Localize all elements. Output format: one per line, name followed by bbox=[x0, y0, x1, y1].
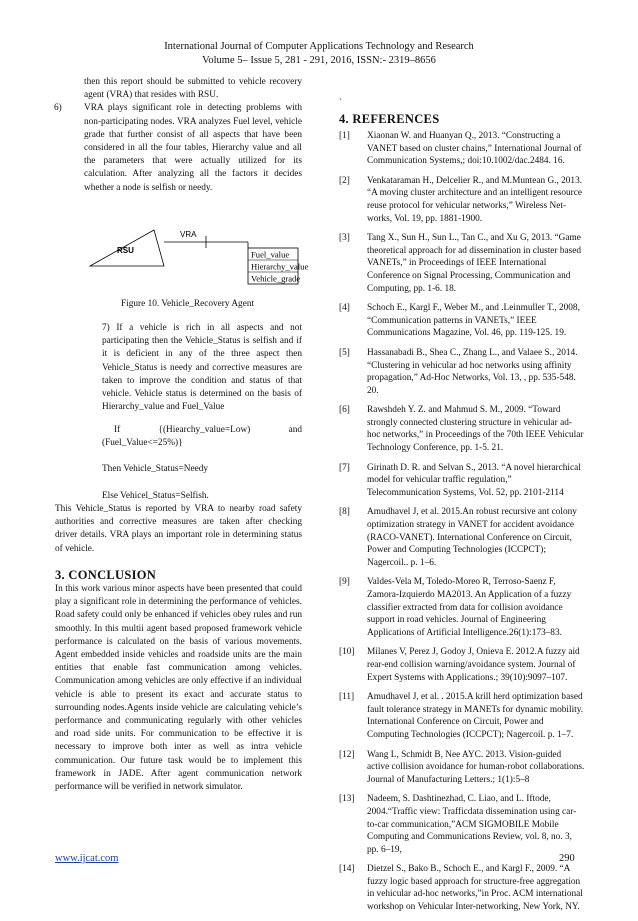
rsu-label: RSU bbox=[117, 246, 134, 255]
code-then-line: Then Vehicle_Status=Needy bbox=[102, 464, 209, 475]
reference-text: Girinath D. R. and Selvan S., 2013. “A novel hierarchical model for vehicular traffic regulation,” Telecommunication Systems, Vol. 52, pp. 2101-2114 bbox=[367, 462, 581, 498]
reference-text: Venkataraman H., Delcelier R., and M.Muntean G., 2013. “A moving cluster architecture and an intelligent resource reuse protocol for vehicular networks,” Wireless Net-works, Vol. 19, pp. 1881-1900. bbox=[367, 175, 583, 224]
reference-item bbox=[339, 863, 585, 913]
reference-item bbox=[339, 232, 585, 295]
reference-item bbox=[339, 175, 585, 225]
reference-number: [13] bbox=[339, 794, 355, 805]
reference-text: Valdes-Vela M, Toledo-Moreo R, Terroso-Saenz F, Zamora-Izquierdo MA2013. An Application of a fuzzy classifier extracted from data for collision avoidance support in road vehicles. Journal of Engineering Applications of Artificial Intelligence.26(1):173–83. bbox=[367, 577, 572, 638]
reference-number: [10] bbox=[339, 647, 355, 658]
reference-item bbox=[339, 462, 585, 500]
reference-number: [8] bbox=[339, 507, 350, 518]
reference-number: [6] bbox=[339, 405, 350, 416]
reference-text: Amudhavel J, et al. . 2015.A krill herd optimization based fault tolerance strategy in MANETs for dynamic mobility. International Conference on Circuit, Power and Computing Technologies (ICCPCT); Nagercoil. p. 1–7. bbox=[367, 692, 584, 740]
reference-number: [2] bbox=[339, 175, 350, 186]
reference-item bbox=[339, 130, 585, 168]
figure-caption: Figure 10. Vehicle_Recovery Agent bbox=[121, 299, 255, 309]
reference-text: Rawshdeh Y. Z. and Mahmud S. M., 2009. “Toward strongly connected clustering structure in vehicular ad-hoc networks,” in Proceedings of the 70th IEEE Vehicular Technology Conference, pp. 1-5. 21. bbox=[367, 405, 584, 454]
code-if-keyword: If bbox=[114, 425, 121, 435]
list-item-6-text: VRA plays significant role in detecting problems with non-participating nodes. VRA analyzes Fuel level, vehicle grade that further consist of all aspects that have been considered in all the four tables, Hierarchy value and all the parameters that were actually utilized for its calculation. After analyzing all the factors it decides whether a node is selfish or needy. bbox=[84, 103, 302, 193]
reference-text: Schoch E., Kargl F., Weber M., and .Leinmuller T., 2008, “Communication patterns in VANETs,” IEEE Communications Magazine, Vol. 46, pp. 119-125. 19. bbox=[367, 303, 580, 339]
left-item7-block bbox=[102, 322, 302, 414]
code-if-line bbox=[102, 424, 302, 437]
reference-number: [3] bbox=[339, 233, 350, 244]
reference-text: Dietzel S., Bako B., Schoch E., and Kargl F., 2009. “A fuzzy logic based approach for structure-free aggregation in vehicular ad-hoc networks,”in Proc. ACM international workshop on Vehicular Inter-networking, New York, NY. bbox=[367, 864, 583, 913]
right-column bbox=[339, 97, 585, 921]
reference-number: [1] bbox=[339, 131, 350, 141]
stray-mark: ` bbox=[339, 97, 342, 107]
summary-block bbox=[55, 503, 302, 556]
reference-text: Amudhavel J, et al. 2015.An robust recursive ant colony optimization strategy in VANET for accident avoidance (RACO-VANET). International Conference on Circuit, Power and Computing Technologies (ICCPCT); Nagercoil.. p. 1–6. bbox=[367, 507, 577, 568]
conclusion-text: In this work various minor aspects have been presented that could play a significant role in determining the performance of vehicles. Road safety could only be enhanced if vehicles obey rules and run smoothly. In this multii agent based proposed framework vehicle performance is calculated on the basis of various movements. Agent embedded inside vehicles and roadside units are the main entities that enable fast communication among vehicles. Communication among vehicles are only effective if an individual vehicle is able to present its exact and accurate status to surrounding nodes.Agents inside vehicle are calculating vehicle’s performance and communicating regularly with other vehicles and road side units. For communication to be effective it is necessary to improve both inter as well as intra vehicle communication. Our future task would be to implement this framework in JADE. After agent communication network performance will be verified in network simulator. bbox=[55, 584, 302, 793]
vra-label: VRA bbox=[180, 230, 197, 239]
reference-number: [5] bbox=[339, 347, 350, 358]
journal-title: International Journal of Computer Applications Technology and Research bbox=[164, 41, 474, 52]
references-list bbox=[339, 130, 585, 914]
journal-volume: Volume 5– Issue 5, 281 - 291, 2016, ISSN:- 2319–8656 bbox=[202, 55, 436, 66]
vra-figure bbox=[88, 224, 309, 294]
left-column bbox=[55, 76, 302, 195]
reference-item bbox=[339, 749, 585, 787]
reference-item bbox=[339, 793, 585, 856]
code-if-condition: {(Hiearchy_value=Low) bbox=[158, 425, 251, 435]
reference-item bbox=[339, 646, 585, 684]
list-item-6-number: 6) bbox=[54, 103, 62, 114]
conclusion-section bbox=[55, 567, 302, 794]
references-heading: 4. REFERENCES bbox=[339, 112, 440, 126]
pseudo-code bbox=[102, 424, 302, 503]
table-row-fuel: Fuel_value bbox=[251, 249, 290, 260]
reference-text: Hassanabadi B., Shea C., Zhang L., and Valaee S., 2014. “Clustering in vehicular ad hoc networks using affinity propagation,” Ad-Hoc Networks, Vol. 13, , pp. 535-548. 20. bbox=[367, 347, 578, 396]
reference-number: [9] bbox=[339, 577, 350, 588]
reference-number: [12] bbox=[339, 749, 355, 760]
reference-text: Milanes V, Perez J, Godoy J, Onieva E. 2012.A fuzzy aid rear-end collision warning/avoidance system. Journal of Expert Systems with Applications.; 39(10):9097–107. bbox=[367, 647, 580, 683]
reference-item bbox=[339, 347, 585, 397]
code-if-line2: (Fuel_Value<=25%)} bbox=[102, 438, 183, 449]
reference-text: Wang L, Schmidt B, Nee AYC. 2013. Vision-guided active collision avoidance for human-robot collaborations. Journal of Manufacturing Letters.; 1(1):5–8 bbox=[367, 749, 585, 785]
item-7-text: 7) If a vehicle is rich in all aspects and not participating then the Vehicle_Status is selfish and if it is deficient in any of the three aspect then Vehicle_Status is needy and corrective measures are taken to improve the condition and status of that vehicle. Vehicle status is determined on the basis of Hierarchy_value and Fuel_Value bbox=[102, 323, 302, 413]
reference-number: [11] bbox=[339, 692, 355, 703]
reference-item bbox=[339, 404, 585, 454]
table-row-grade: Vehicle_grade bbox=[251, 273, 301, 284]
code-else-line: Else Vehicel_Status=Selfish. bbox=[102, 490, 209, 501]
reference-item bbox=[339, 691, 585, 741]
reference-text: Tang X., Sun H., Sun L., Tan C., and Xu G, 2013. “Game theoretical approach for ad dissemination in cluster based VANETs,” in Proceedings of IEEE International Conference on Signal Processing, Communication and Computing, pp. 1-6. 18. bbox=[367, 233, 582, 294]
reference-text: Nadeem, S. Dashtinezhad, C. Liao, and L. Iftode, 2004.“Traffic view: Trafficdata dissemination using car-to-car communication,”ACM SIGMOBILE Mobile Computing and Communications Review, vol. 8, no. 3, pp. 6–19, bbox=[367, 794, 577, 855]
reference-item bbox=[339, 506, 585, 569]
reference-item bbox=[339, 302, 585, 340]
reference-number: [7] bbox=[339, 462, 350, 473]
list-item-6 bbox=[54, 102, 302, 194]
reference-item bbox=[339, 576, 585, 639]
reference-text: Xiaonan W. and Huanyan Q., 2013. “Constructing a VANET based on cluster chains,” International Journal of Communication Systems,; doi:10.1002/dac.2484. 16. bbox=[367, 131, 582, 167]
code-if-and: and bbox=[288, 425, 302, 435]
page-number: 290 bbox=[559, 853, 575, 864]
footer-website-link[interactable]: www.ijcat.com bbox=[55, 853, 119, 864]
continuation-text: then this report should be submitted to vehicle recovery agent (VRA) that resides with RSU. bbox=[84, 77, 302, 101]
reference-number: [14] bbox=[339, 864, 355, 875]
summary-text: This Vehicle_Status is reported by VRA to nearby road safety authorities and corrective measures are taken after checking driver details. VRA plays an important role in determining status of vehicle. bbox=[55, 504, 302, 554]
conclusion-heading: 3. CONCLUSION bbox=[55, 568, 157, 582]
reference-number: [4] bbox=[339, 303, 350, 314]
table-row-hierarchy: Hierarchy_value bbox=[251, 261, 309, 272]
